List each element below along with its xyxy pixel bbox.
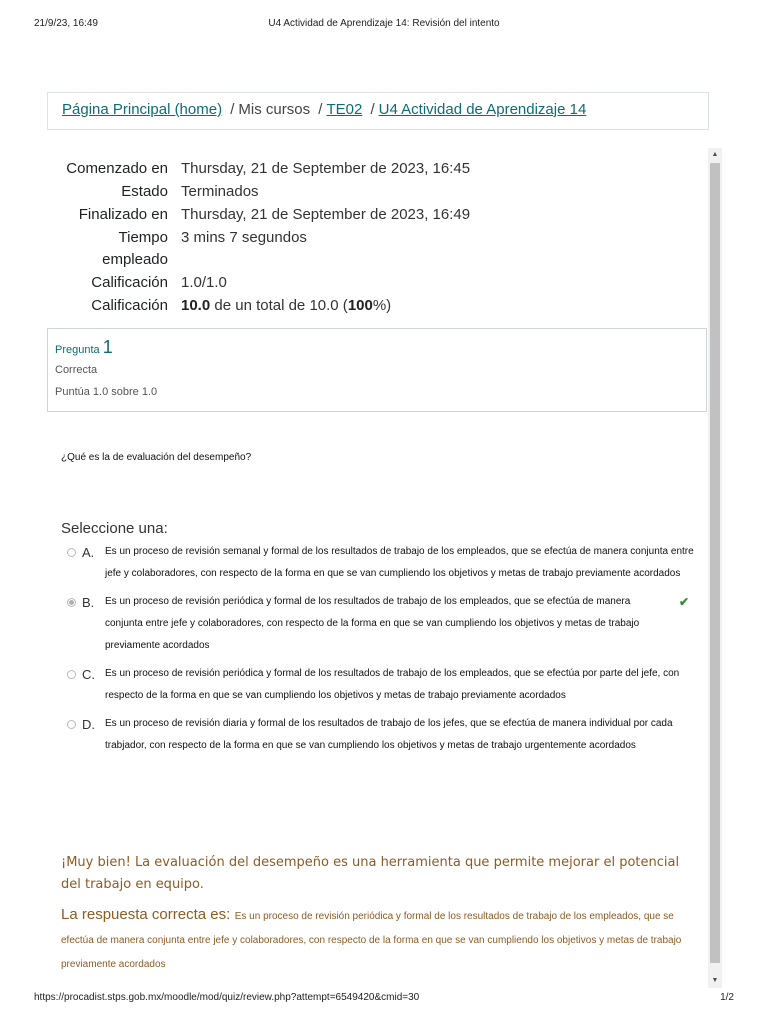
summary-row-grade [47, 295, 697, 317]
radio-button[interactable] [67, 670, 76, 679]
correct-check-icon: ✔ [678, 595, 689, 609]
breadcrumb-course-link[interactable]: TE02 [326, 101, 363, 118]
summary-row-time-taken [47, 227, 697, 271]
answer-letter: C. [82, 667, 95, 682]
question-text: ¿Qué es la de evaluación del desempeño? [61, 452, 252, 463]
question-label: Pregunta [55, 344, 100, 356]
summary-label: Calificación [91, 274, 168, 291]
general-feedback: ¡Muy bien! La evaluación del desempeño es una herramienta que permite mejorar el potencial del trabajo en equipo. [61, 855, 680, 892]
print-header [0, 18, 768, 32]
breadcrumb-separator: / [370, 101, 375, 118]
answer-letter: D. [82, 717, 95, 732]
summary-label: Calificación [91, 297, 168, 314]
breadcrumb-my-courses: Mis cursos [238, 101, 311, 118]
answer-text: Es un proceso de revisión periódica y formal de los resultados de trabajo de los empleados, que se efectúa de manera conjunta entre jefe y colaboradores, con respecto de la forma en que se van cumpliendo los objetivos y metas de trabajo previamente acordados [105, 596, 640, 651]
answer-option-d[interactable] [61, 717, 701, 757]
breadcrumb-separator: / [230, 101, 235, 118]
summary-value: Terminados [181, 183, 259, 200]
answer-text: Es un proceso de revisión diaria y formal de los resultados de trabajo de los jefes, que se efectúa de manera individual por cada trabjador, con respecto de la forma en que se van cumpliendo los objetivos y metas de trabajo urgentemente acordados [105, 718, 673, 751]
summary-value [181, 295, 697, 317]
grade-score: 10.0 [181, 297, 211, 314]
breadcrumb-activity-link[interactable]: U4 Actividad de Aprendizaje 14 [378, 101, 587, 118]
summary-label: Estado [121, 183, 168, 200]
question-number-value: 1 [102, 337, 113, 357]
answer-option-a[interactable] [61, 545, 701, 585]
print-datetime: 21/9/23, 16:49 [34, 18, 98, 29]
radio-button-selected[interactable] [67, 598, 76, 607]
feedback-section [61, 852, 701, 976]
question-grade: Puntúa 1.0 sobre 1.0 [55, 386, 158, 398]
summary-value: Thursday, 21 de September de 2023, 16:49 [181, 206, 471, 223]
summary-value: 3 mins 7 segundos [181, 229, 307, 246]
summary-value: Thursday, 21 de September de 2023, 16:45 [181, 160, 471, 177]
answer-list [61, 545, 701, 767]
answer-text: Es un proceso de revisión semanal y formal de los resultados de trabajo de los empleados, que se efectúa de manera conjunta entre jefe y colaboradores, con respecto de la forma en que se van cumpliendo los objetivos y metas de trabajo previamente acordados [105, 546, 694, 579]
scroll-down-arrow-icon[interactable]: ▼ [711, 977, 719, 984]
summary-label: Finalizado en [78, 206, 168, 223]
attempt-summary [47, 158, 697, 318]
grade-percent: 100 [347, 297, 373, 314]
breadcrumb-separator: / [318, 101, 323, 118]
answer-prompt: Seleccione una: [61, 520, 168, 537]
question-state: Correcta [55, 364, 98, 376]
radio-button[interactable] [67, 548, 76, 557]
breadcrumb [47, 92, 709, 130]
summary-row-started [47, 158, 697, 180]
scrollbar-thumb[interactable] [710, 163, 720, 963]
summary-label: Comenzado en [66, 160, 168, 177]
radio-button[interactable] [67, 720, 76, 729]
summary-row-marks [47, 272, 697, 294]
answer-option-b[interactable] [61, 595, 701, 657]
answer-option-c[interactable] [61, 667, 701, 707]
right-answer-label: La respuesta correcta es: [61, 906, 231, 923]
summary-value: 1.0/1.0 [181, 274, 227, 291]
vertical-scrollbar[interactable] [708, 148, 722, 988]
print-page-number: 1/2 [720, 992, 734, 1003]
question-number [55, 337, 699, 358]
right-answer-text: Es un proceso de revisión periódica y formal de los resultados de trabajo de los empleados, que se efectúa de manera conjunta entre jefe y colaboradores, con respecto de la forma en que se van cumpliendo los objetivos y metas de trabajo previamente acordados [61, 911, 682, 970]
print-footer [0, 992, 768, 1006]
scroll-up-arrow-icon[interactable]: ▲ [711, 151, 719, 158]
breadcrumb-home-link[interactable]: Página Principal (home) [62, 101, 223, 118]
answer-letter: B. [82, 595, 95, 610]
summary-row-finished [47, 204, 697, 226]
question-info-box [47, 328, 707, 412]
print-title: U4 Actividad de Aprendizaje 14: Revisión del intento [268, 18, 500, 29]
summary-label: Tiempo empleado [102, 229, 168, 268]
answer-letter: A. [82, 545, 95, 560]
right-answer [61, 904, 701, 976]
grade-end-text: %) [372, 297, 392, 314]
grade-middle-text: de un total de 10.0 ( [210, 297, 348, 314]
print-url: https://procadist.stps.gob.mx/moodle/mod/quiz/review.php?attempt=6549420&cmid=30 [34, 992, 420, 1003]
answer-text: Es un proceso de revisión periódica y formal de los resultados de trabajo de los empleados, que se efectúa por parte del jefe, con respecto de la forma en que se van cumpliendo los objetivos y metas de trabajo previamente acordados [105, 668, 680, 701]
summary-row-state [47, 181, 697, 203]
